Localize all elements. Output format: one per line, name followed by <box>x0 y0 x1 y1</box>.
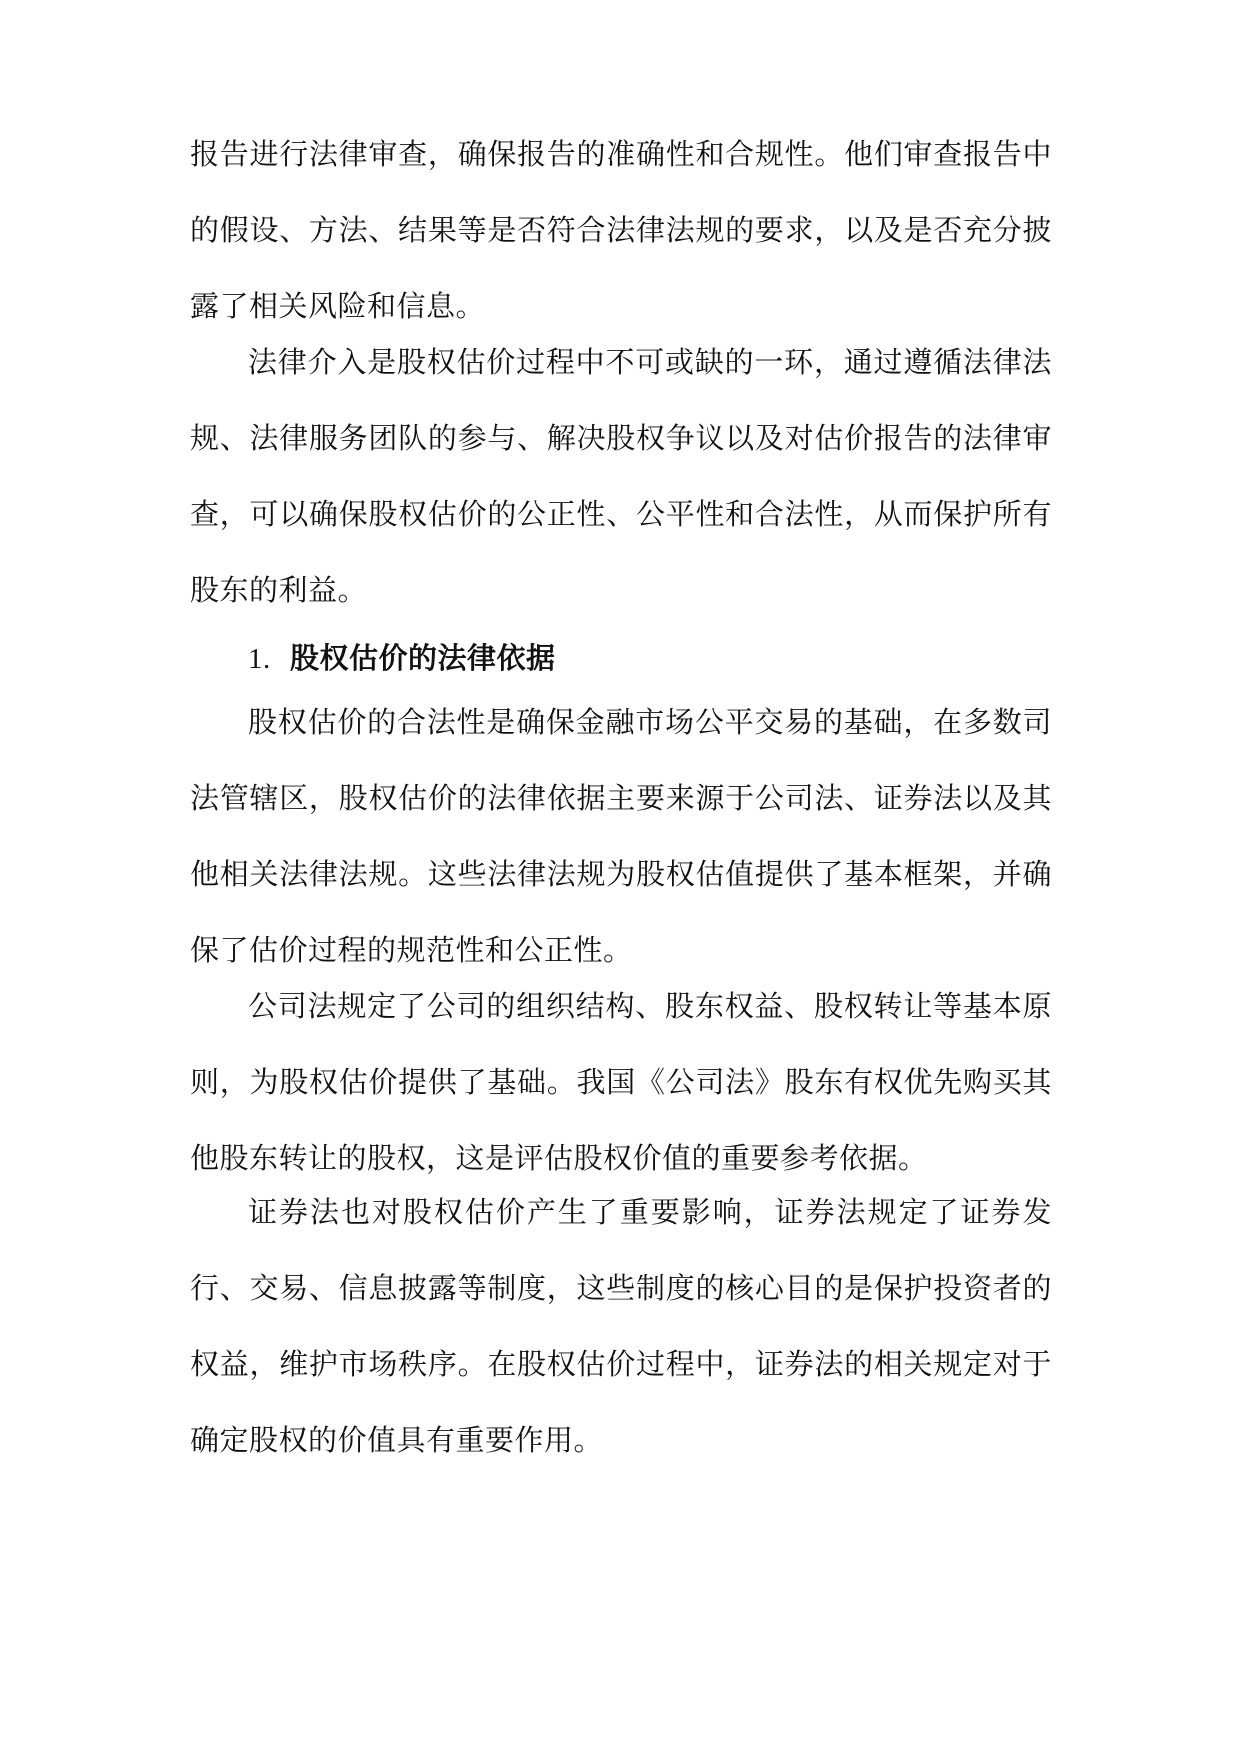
paragraph-1: 报告进行法律审查，确保报告的准确性和合规性。他们审查报告中的假设、方法、结果等是否符合法律法规的要求，以及是否充分披露了相关风险和信息。 <box>190 137 1052 323</box>
paragraph-5: 证券法也对股权估价产生了重要影响，证券法规定了证券发行、交易、信息披露等制度，这些制度的核心目的是保护投资者的权益，维护市场秩序。在股权估价过程中，证券法的相关规定对于确定股权的价值具有重要作用。 <box>190 1195 1052 1457</box>
paragraph-4: 公司法规定了公司的组织结构、股东权益、股权转让等基本原则，为股权估价提供了基础。我国《公司法》股东有权优先购买其他股东转让的股权，这是评估股权价值的重要参考依据。 <box>190 989 1052 1175</box>
section-title: 股权估价的法律依据 <box>290 641 556 675</box>
paragraph-3: 股权估价的合法性是确保金融市场公平交易的基础，在多数司法管辖区，股权估价的法律依据主要来源于公司法、证券法以及其他相关法律法规。这些法律法规为股权估值提供了基本框架，并确保了估价过程的规范性和公正性。 <box>190 705 1052 967</box>
paragraph-2: 法律介入是股权估价过程中不可或缺的一环，通过遵循法律法规、法律服务团队的参与、解决股权争议以及对估价报告的法律审查，可以确保股权估价的公正性、公平性和合法性，从而保护所有股东的利益。 <box>190 345 1052 607</box>
section-number: 1. <box>248 643 271 675</box>
